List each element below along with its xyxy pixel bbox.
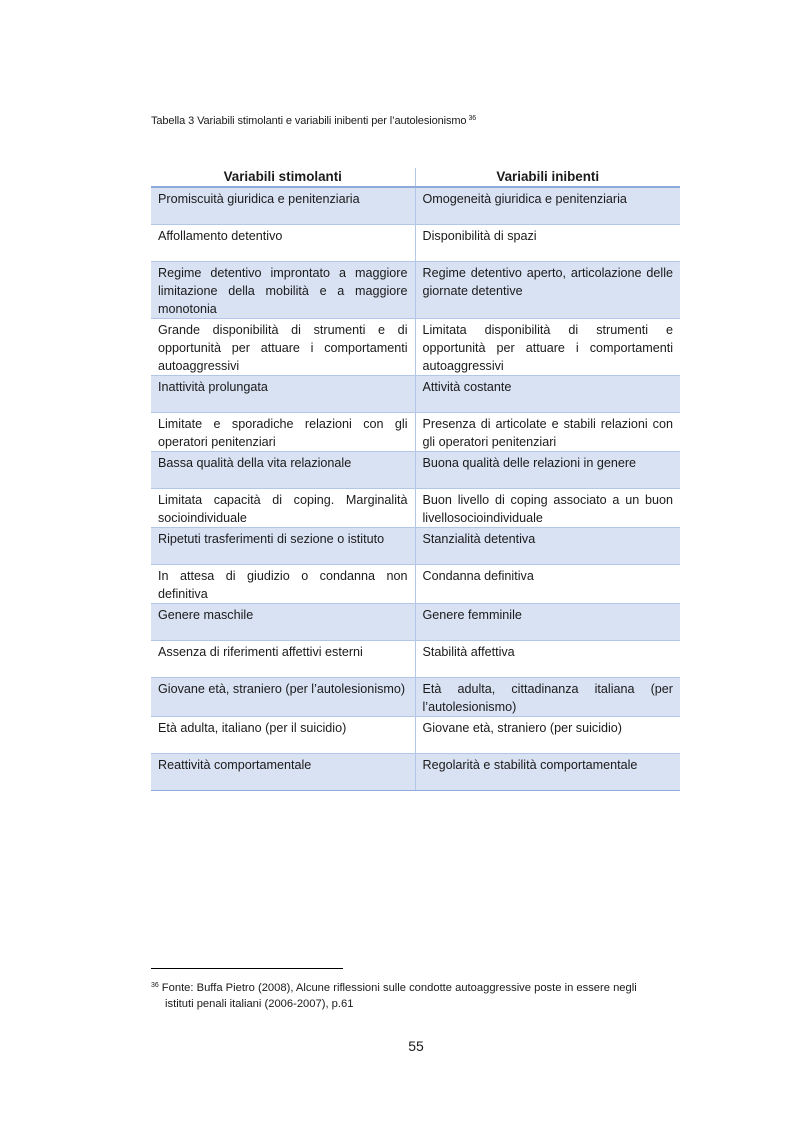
table-row bbox=[151, 717, 680, 754]
footnote-divider bbox=[151, 968, 343, 969]
cell-stimulating: Limitata capacità di coping. Marginalità socioindividuale bbox=[151, 489, 415, 528]
cell-inhibiting: Regolarità e stabilità comportamentale bbox=[415, 754, 680, 791]
cell-inhibiting: Età adulta, cittadinanza italiana (per l’autolesionismo) bbox=[415, 678, 680, 717]
table-row bbox=[151, 376, 680, 413]
table-row bbox=[151, 187, 680, 225]
cell-inhibiting: Genere femminile bbox=[415, 604, 680, 641]
table-row bbox=[151, 678, 680, 717]
cell-stimulating: Reattività comportamentale bbox=[151, 754, 415, 791]
table-row bbox=[151, 754, 680, 791]
cell-inhibiting: Omogeneità giuridica e penitenziaria bbox=[415, 187, 680, 225]
table-row bbox=[151, 262, 680, 319]
table-row bbox=[151, 604, 680, 641]
cell-stimulating: Limitate e sporadiche relazioni con gli operatori penitenziari bbox=[151, 413, 415, 452]
cell-inhibiting: Stanzialità detentiva bbox=[415, 528, 680, 565]
cell-stimulating: Assenza di riferimenti affettivi esterni bbox=[151, 641, 415, 678]
footnote-ref: 36 bbox=[151, 982, 159, 989]
page-number: 55 bbox=[408, 1038, 424, 1054]
cell-inhibiting: Limitata disponibilità di strumenti e opportunità per attuare i comportamenti autoaggressivi bbox=[415, 319, 680, 376]
table-row bbox=[151, 565, 680, 604]
table-row bbox=[151, 528, 680, 565]
cell-inhibiting: Condanna definitiva bbox=[415, 565, 680, 604]
cell-inhibiting: Stabilità affettiva bbox=[415, 641, 680, 678]
cell-inhibiting: Buona qualità delle relazioni in genere bbox=[415, 452, 680, 489]
cell-inhibiting: Giovane età, straniero (per suicidio) bbox=[415, 717, 680, 754]
cell-stimulating: Affollamento detentivo bbox=[151, 225, 415, 262]
table-row bbox=[151, 225, 680, 262]
footnote bbox=[151, 978, 680, 1012]
cell-stimulating: In attesa di giudizio o condanna non definitiva bbox=[151, 565, 415, 604]
caption-footnote-ref: 36 bbox=[468, 115, 477, 122]
footnote-line-2: istituti penali italiani (2006-2007), p.61 bbox=[165, 998, 354, 1010]
cell-stimulating: Inattività prolungata bbox=[151, 376, 415, 413]
table-header-row bbox=[151, 168, 680, 187]
header-inhibiting: Variabili inibenti bbox=[415, 168, 680, 187]
table-row bbox=[151, 413, 680, 452]
table-row bbox=[151, 641, 680, 678]
caption-text: Tabella 3 Variabili stimolanti e variabili inibenti per l’autolesionismo bbox=[151, 115, 467, 127]
cell-stimulating: Giovane età, straniero (per l’autolesionismo) bbox=[151, 678, 415, 717]
cell-inhibiting: Regime detentivo aperto, articolazione delle giornate detentive bbox=[415, 262, 680, 319]
cell-stimulating: Grande disponibilità di strumenti e di opportunità per attuare i comportamenti autoaggressivi bbox=[151, 319, 415, 376]
cell-stimulating: Bassa qualità della vita relazionale bbox=[151, 452, 415, 489]
table-row bbox=[151, 452, 680, 489]
cell-inhibiting: Presenza di articolate e stabili relazioni con gli operatori penitenziari bbox=[415, 413, 680, 452]
variables-table bbox=[151, 168, 680, 791]
table-caption bbox=[151, 115, 476, 127]
table-row bbox=[151, 319, 680, 376]
cell-stimulating: Età adulta, italiano (per il suicidio) bbox=[151, 717, 415, 754]
cell-inhibiting: Buon livello di coping associato a un buon livellosocioindividuale bbox=[415, 489, 680, 528]
cell-stimulating: Promiscuità giuridica e penitenziaria bbox=[151, 187, 415, 225]
cell-inhibiting: Attività costante bbox=[415, 376, 680, 413]
cell-stimulating: Genere maschile bbox=[151, 604, 415, 641]
cell-stimulating: Ripetuti trasferimenti di sezione o istituto bbox=[151, 528, 415, 565]
footnote-line-1: Fonte: Buffa Pietro (2008), Alcune riflessioni sulle condotte autoaggressive poste in essere negli bbox=[161, 982, 637, 994]
table-row bbox=[151, 489, 680, 528]
cell-stimulating: Regime detentivo improntato a maggiore limitazione della mobilità e a maggiore monotonia bbox=[151, 262, 415, 319]
cell-inhibiting: Disponibilità di spazi bbox=[415, 225, 680, 262]
header-stimulating: Variabili stimolanti bbox=[151, 168, 415, 187]
